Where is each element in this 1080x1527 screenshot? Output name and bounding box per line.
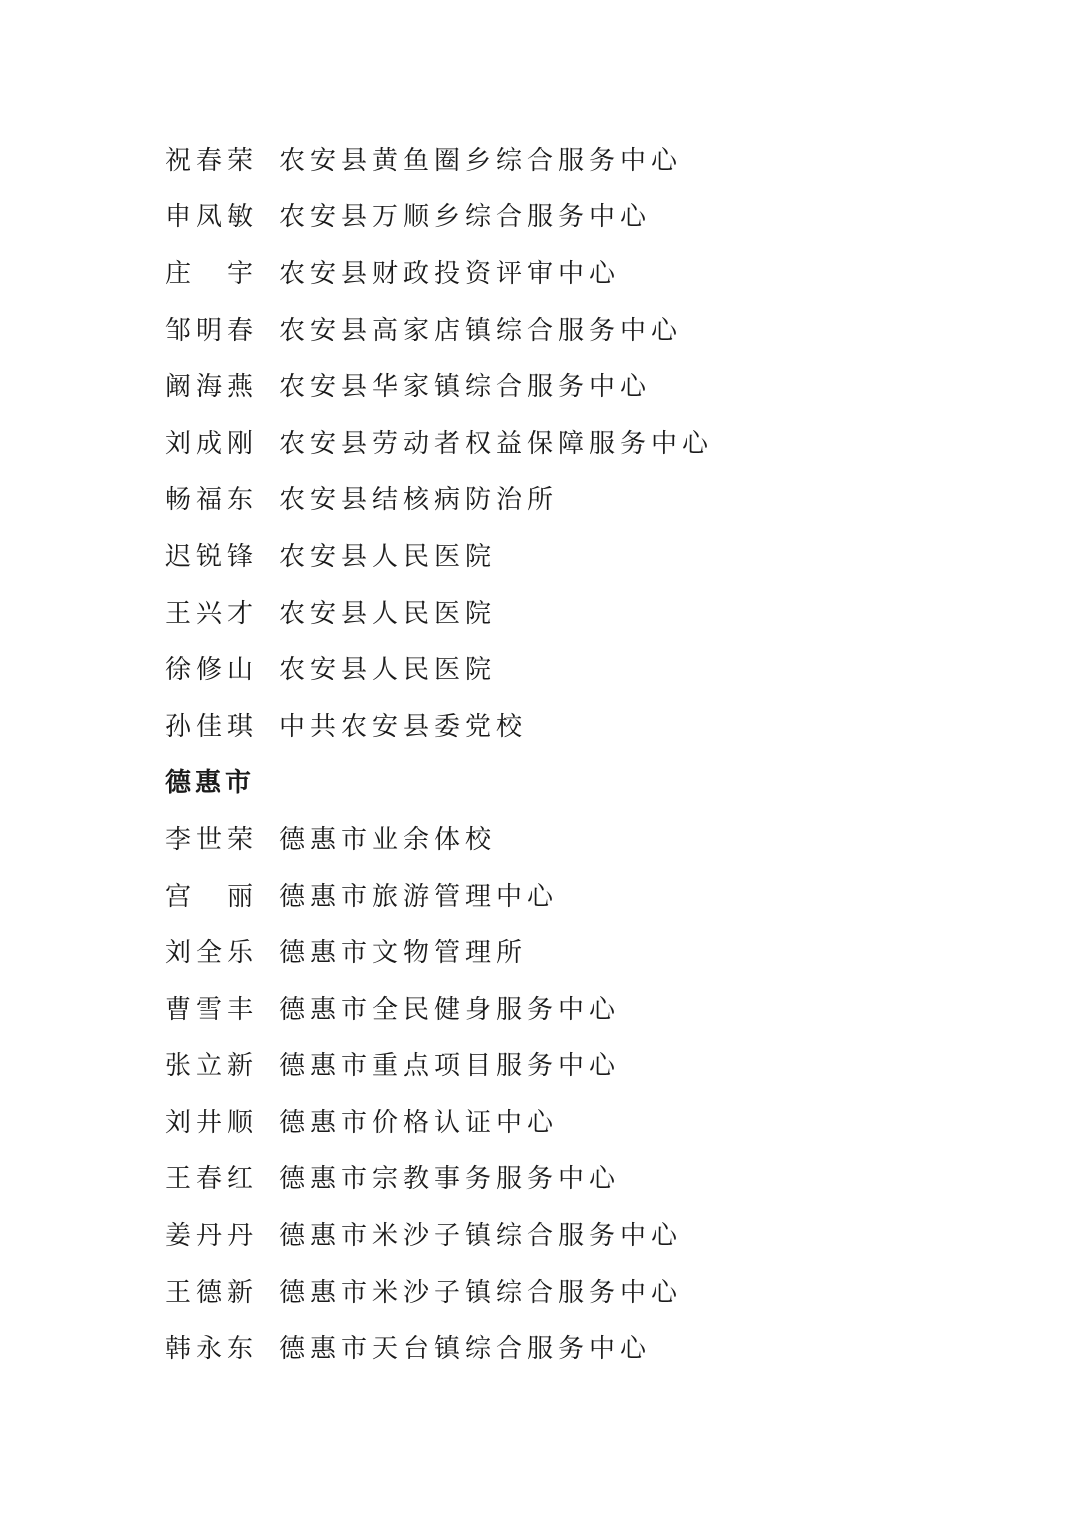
list-item	[165, 243, 925, 300]
person-name: 孙佳琪	[165, 711, 259, 742]
list-item	[165, 1036, 925, 1093]
person-name: 曹雪丰	[165, 994, 259, 1025]
list-item	[165, 187, 925, 244]
list-item	[165, 1262, 925, 1319]
work-unit: 德惠市米沙子镇综合服务中心	[279, 1277, 683, 1308]
work-unit: 农安县劳动者权益保障服务中心	[279, 428, 714, 459]
list-item	[165, 356, 925, 413]
work-unit: 农安县黄鱼圈乡综合服务中心	[279, 145, 683, 176]
list-item	[165, 979, 925, 1036]
person-name: 迟锐锋	[165, 541, 259, 572]
work-unit: 农安县人民医院	[279, 655, 497, 686]
person-name: 徐修山	[165, 655, 259, 686]
person-name: 宫 丽	[165, 881, 259, 912]
work-unit: 德惠市天台镇综合服务中心	[279, 1334, 652, 1365]
person-name: 阚海燕	[165, 372, 259, 403]
list-item	[165, 1318, 925, 1375]
list-item	[165, 470, 925, 527]
person-name: 刘成刚	[165, 428, 259, 459]
work-unit: 德惠市宗教事务服务中心	[279, 1164, 621, 1195]
work-unit: 农安县万顺乡综合服务中心	[279, 202, 652, 233]
work-unit: 农安县人民医院	[279, 541, 497, 572]
list-item	[165, 866, 925, 923]
person-name: 邹明春	[165, 315, 259, 346]
list-item	[165, 809, 925, 866]
list-item	[165, 130, 925, 187]
list-item	[165, 1149, 925, 1206]
list-item	[165, 1092, 925, 1149]
list-item	[165, 922, 925, 979]
person-name: 刘井顺	[165, 1107, 259, 1138]
work-unit: 农安县人民医院	[279, 598, 497, 629]
list-item	[165, 583, 925, 640]
section-heading: 德惠市	[165, 768, 256, 799]
work-unit: 农安县财政投资评审中心	[279, 258, 621, 289]
work-unit: 中共农安县委党校	[279, 711, 528, 742]
work-unit: 农安县华家镇综合服务中心	[279, 372, 652, 403]
person-name: 姜丹丹	[165, 1221, 259, 1252]
work-unit: 农安县高家店镇综合服务中心	[279, 315, 683, 346]
person-name: 申凤敏	[165, 202, 259, 233]
list-item	[165, 413, 925, 470]
person-name: 王德新	[165, 1277, 259, 1308]
list-item	[165, 526, 925, 583]
list-item	[165, 1205, 925, 1262]
work-unit: 德惠市文物管理所	[279, 938, 528, 969]
person-name: 庄 宇	[165, 258, 259, 289]
work-unit: 德惠市全民健身服务中心	[279, 994, 621, 1025]
person-name: 王兴才	[165, 598, 259, 629]
work-unit: 德惠市重点项目服务中心	[279, 1051, 621, 1082]
person-name: 张立新	[165, 1051, 259, 1082]
work-unit: 德惠市业余体校	[279, 824, 497, 855]
person-name: 刘全乐	[165, 938, 259, 969]
work-unit: 德惠市米沙子镇综合服务中心	[279, 1221, 683, 1252]
person-name: 王春红	[165, 1164, 259, 1195]
list-item	[165, 696, 925, 753]
work-unit: 德惠市价格认证中心	[279, 1107, 559, 1138]
person-name: 祝春荣	[165, 145, 259, 176]
list-item	[165, 639, 925, 696]
work-unit: 农安县结核病防治所	[279, 485, 559, 516]
person-name: 韩永东	[165, 1334, 259, 1365]
personnel-list	[165, 130, 925, 1375]
work-unit: 德惠市旅游管理中心	[279, 881, 559, 912]
list-item	[165, 300, 925, 357]
person-name: 李世荣	[165, 824, 259, 855]
person-name: 畅福东	[165, 485, 259, 516]
